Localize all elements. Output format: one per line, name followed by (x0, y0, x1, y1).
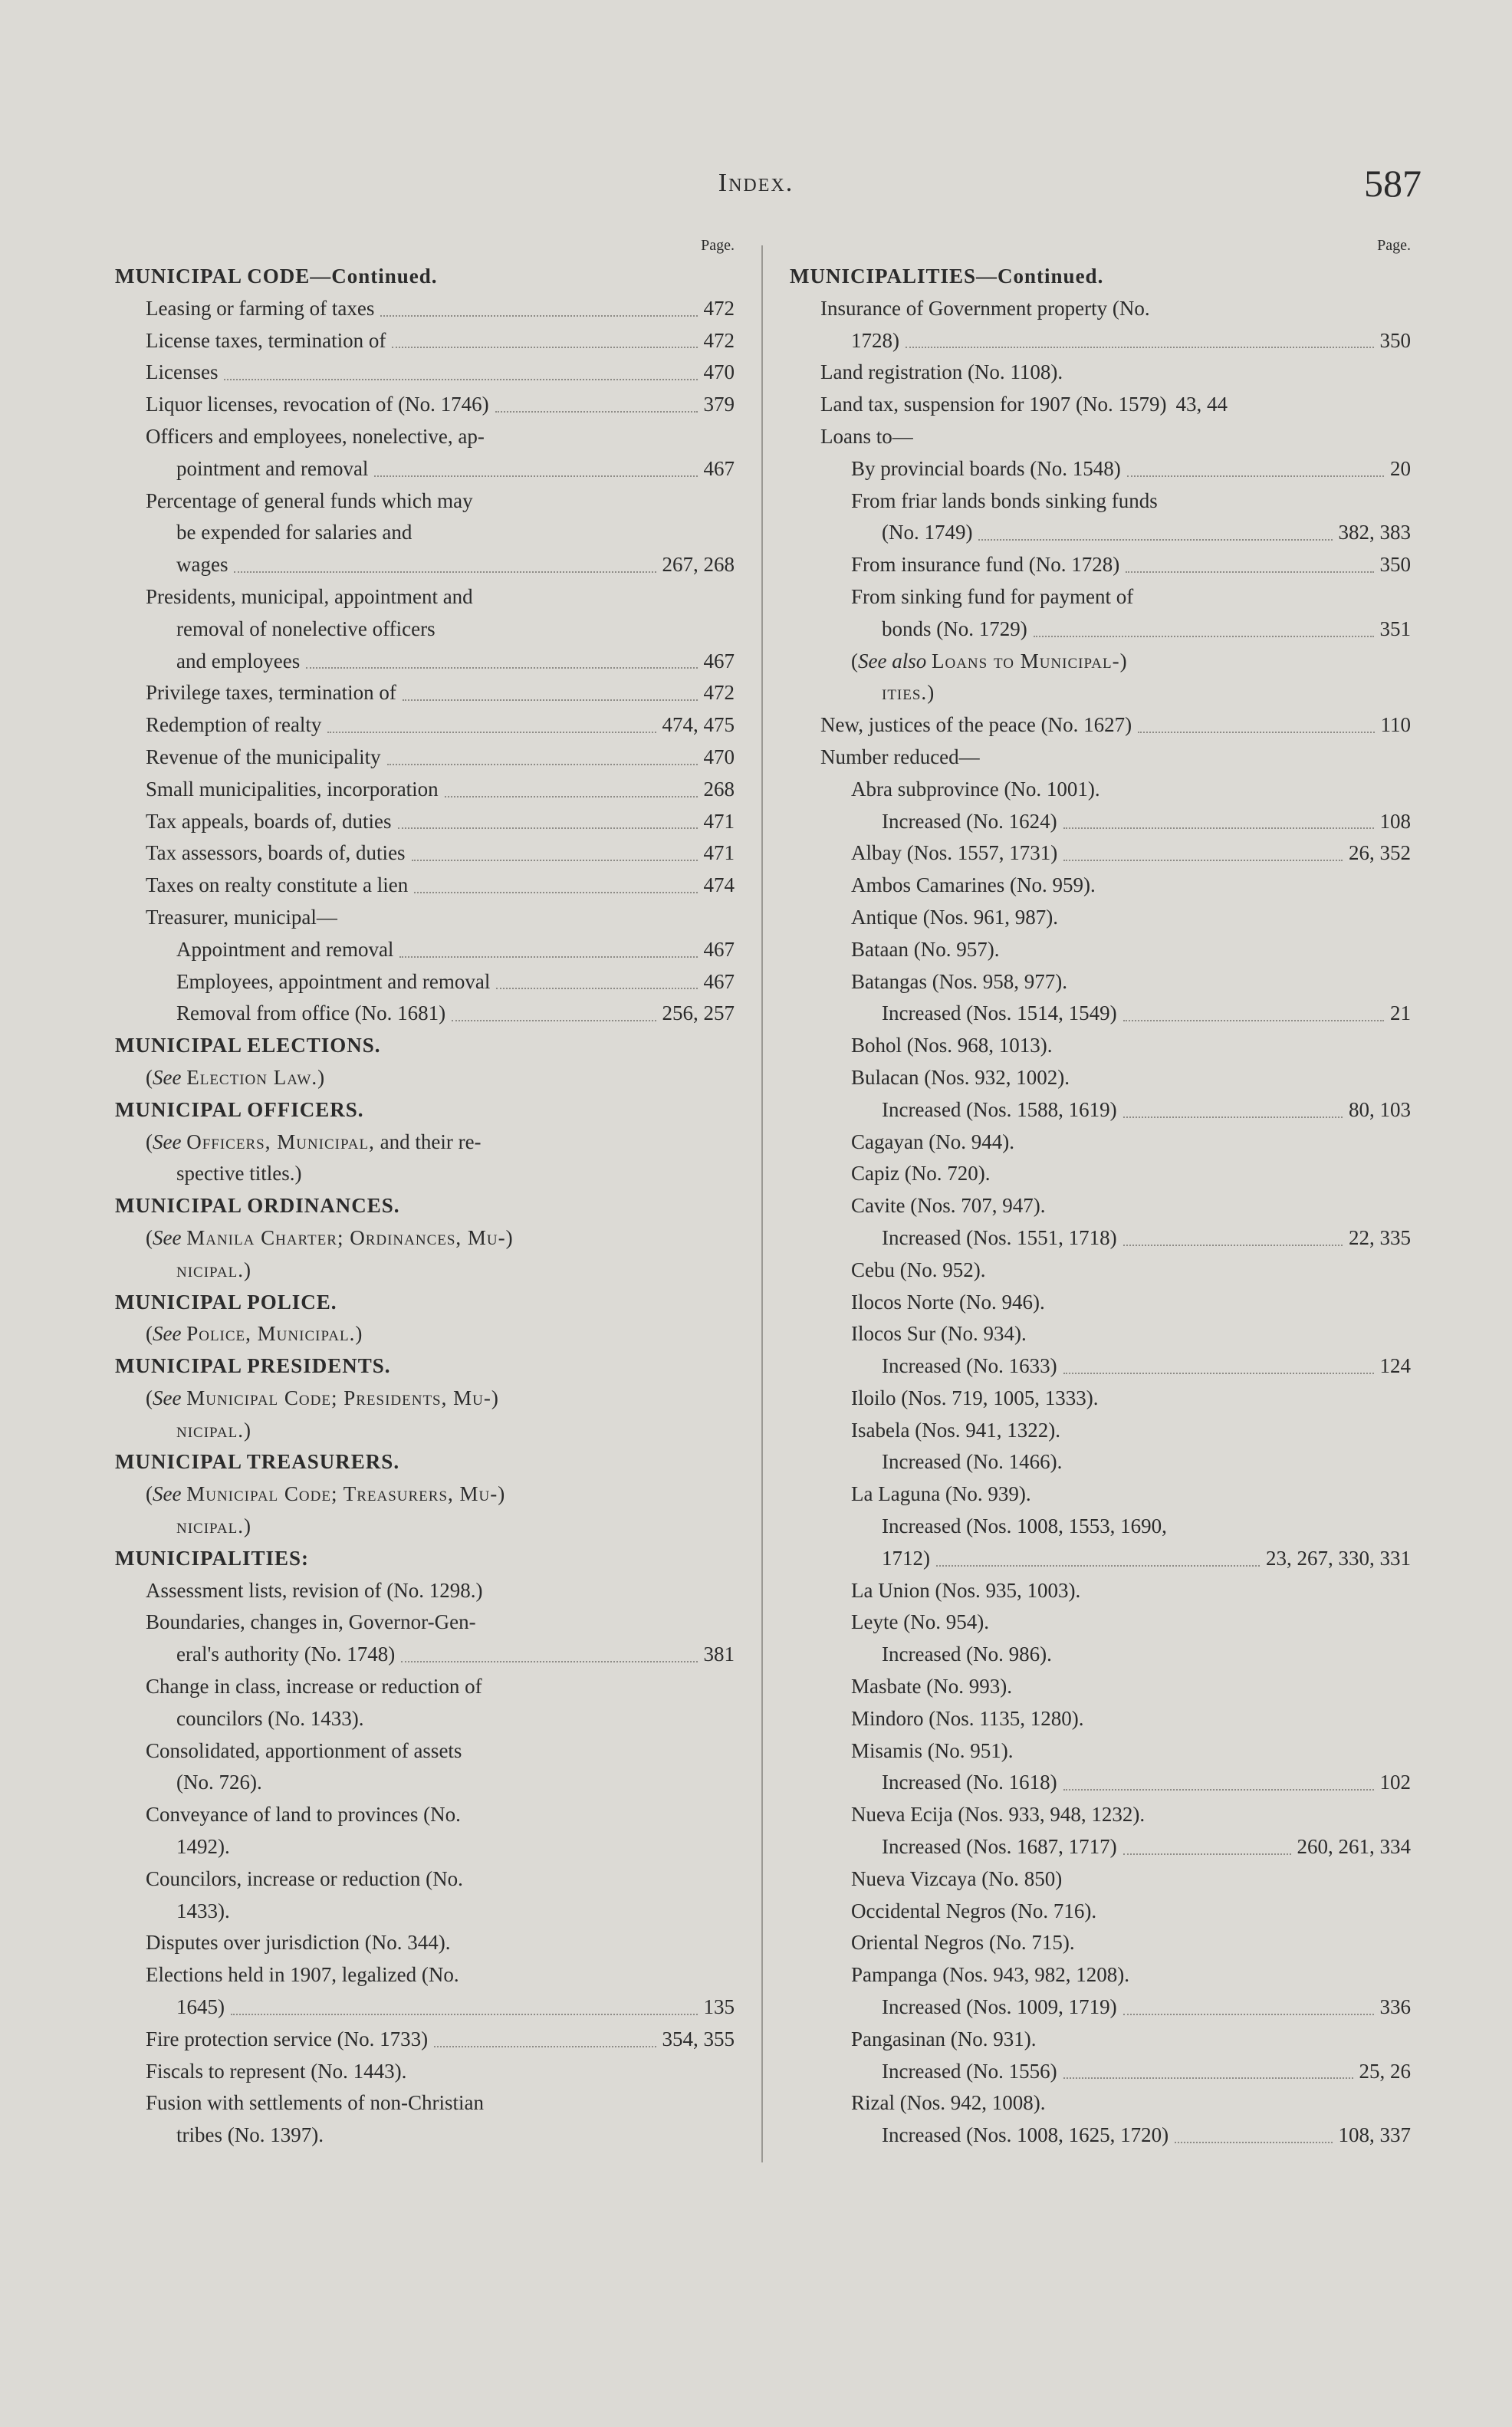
page-ref: 472 (703, 328, 735, 352)
index-entry (790, 709, 1411, 742)
entry-text: Increased (Nos. 1514, 1549) (882, 1001, 1117, 1025)
index-entry (790, 389, 1411, 421)
right-column (790, 230, 1411, 2152)
page-ref: 22, 335 (1349, 1225, 1411, 1249)
dot-leader (1123, 2014, 1374, 2015)
reference-target: nicipal. (176, 1418, 244, 1442)
reference-target: Election Law. (186, 1065, 318, 1089)
cross-reference: (See Officers, Municipal, and their re- (146, 1130, 482, 1153)
cross-reference: ities.) (882, 681, 935, 705)
entry-line: Fusion with settlements of non-Christian (146, 2091, 484, 2115)
page-ref: 467 (703, 456, 735, 480)
entry-line: Number reduced— (820, 745, 980, 768)
dot-leader (452, 1020, 656, 1021)
entry-text: wages (176, 553, 228, 577)
index-entry (790, 1350, 1411, 1383)
entry-line: Pangasinan (No. 931). (851, 2027, 1037, 2050)
see-label: See also (858, 649, 927, 673)
entry-line: Capiz (No. 720). (851, 1162, 991, 1186)
entry-line: Nueva Ecija (Nos. 933, 948, 1232). (851, 1803, 1146, 1827)
running-title: Index. (718, 169, 794, 197)
right-entries (790, 261, 1411, 2152)
entry-text: Increased (Nos. 1551, 1718) (882, 1225, 1117, 1249)
entry-text: pointment and removal (176, 456, 369, 480)
cross-reference: (See Police, Municipal.) (146, 1322, 363, 1346)
entry-text: Increased (No. 1624) (882, 809, 1057, 833)
entry-text: Appointment and removal (176, 937, 394, 961)
entry-line: spective titles.) (176, 1162, 302, 1186)
entry-line: Disputes over jurisdiction (No. 344). (146, 1931, 451, 1955)
entry-line: Isabela (Nos. 941, 1322). (851, 1418, 1060, 1442)
page-ref: 467 (703, 969, 735, 993)
dot-leader (224, 379, 697, 380)
page-ref: 471 (703, 841, 735, 865)
entry-line: Bohol (Nos. 968, 1013). (851, 1034, 1053, 1057)
reference-target: nicipal. (176, 1258, 244, 1281)
cross-reference: nicipal.) (176, 1418, 251, 1442)
cross-reference: nicipal.) (176, 1258, 251, 1281)
page-ref: 354, 355 (662, 2027, 735, 2050)
index-entry (115, 549, 735, 581)
entry-line: Boundaries, changes in, Governor-Gen- (146, 1610, 476, 1634)
entry-text: eral's authority (No. 1748) (176, 1643, 396, 1666)
dot-leader (387, 764, 698, 765)
entry-line: From sinking fund for payment of (851, 584, 1134, 608)
entry-line: Increased (Nos. 1008, 1553, 1690, (882, 1514, 1167, 1538)
entry-text: 1712) (882, 1546, 930, 1570)
entry-line: Pampanga (Nos. 943, 982, 1208). (851, 1963, 1129, 1987)
entry-text: Taxes on realty constitute a lien (146, 873, 409, 897)
entry-line: Presidents, municipal, appointment and (146, 584, 473, 608)
left-entries (115, 261, 735, 2152)
entry-text: Licenses (146, 360, 219, 384)
entry-text: Increased (Nos. 1588, 1619) (882, 1097, 1117, 1121)
dot-leader (401, 1661, 697, 1662)
index-entry (790, 453, 1411, 485)
entry-line: Cavite (Nos. 707, 947). (851, 1194, 1046, 1218)
dot-leader (374, 475, 697, 477)
dot-leader (1123, 1116, 1343, 1118)
entry-text: License taxes, termination of (146, 328, 386, 352)
index-entry (115, 389, 735, 421)
index-entry (790, 998, 1411, 1030)
index-entry (115, 709, 735, 742)
dot-leader (1126, 571, 1373, 573)
cross-reference: (See Election Law.) (146, 1065, 325, 1089)
entry-line: Iloilo (Nos. 719, 1005, 1333). (851, 1386, 1099, 1409)
entry-line: Assessment lists, revision of (No. 1298.) (146, 1578, 483, 1602)
entry-line: Antique (Nos. 961, 987). (851, 905, 1058, 929)
entry-line: Ilocos Sur (No. 934). (851, 1322, 1027, 1346)
dot-leader (1175, 2142, 1332, 2143)
index-entry (790, 1094, 1411, 1126)
entry-text: Tax appeals, boards of, duties (146, 809, 392, 833)
entry-line: Officers and employees, nonelective, ap- (146, 424, 485, 448)
section-heading: MUNICIPALITIES—Continued. (790, 265, 1104, 288)
entry-line: From friar lands bonds sinking funds (851, 488, 1158, 512)
page-ref: 80, 103 (1349, 1097, 1411, 1121)
entry-line: Cagayan (No. 944). (851, 1130, 1014, 1153)
entry-text: Leasing or farming of taxes (146, 296, 375, 320)
page-ref: 102 (1379, 1771, 1411, 1794)
cross-reference: (See Municipal Code; Treasurers, Mu-) (146, 1482, 505, 1506)
entry-text: Increased (Nos. 1687, 1717) (882, 1835, 1117, 1859)
index-entry (790, 806, 1411, 838)
entry-line: Change in class, increase or reduction of (146, 1675, 482, 1699)
page-ref: 350 (1379, 553, 1411, 577)
entry-line: Nueva Vizcaya (No. 850) (851, 1866, 1063, 1890)
entry-text: Privilege taxes, termination of (146, 681, 396, 705)
entry-line: be expended for salaries and (176, 521, 413, 544)
cross-reference: nicipal.) (176, 1514, 251, 1538)
entry-line: Occidental Negros (No. 716). (851, 1899, 1097, 1922)
cross-reference: (See Manila Charter; Ordinances, Mu-) (146, 1225, 513, 1249)
entry-text: Land tax, suspension for 1907 (No. 1579) (820, 393, 1167, 416)
page-ref: 135 (703, 1995, 735, 2019)
entry-line: Elections held in 1907, legalized (No. (146, 1963, 459, 1987)
index-entry (115, 1639, 735, 1671)
reference-target: Officers, Municipal, (186, 1130, 375, 1153)
entry-text: From insurance fund (No. 1728) (851, 553, 1120, 577)
page-ref: 474, 475 (662, 713, 735, 737)
dot-leader (403, 699, 698, 701)
index-entry (115, 1991, 735, 2024)
section-heading: MUNICIPAL OFFICERS. (115, 1097, 364, 1121)
dot-leader (392, 347, 697, 348)
dot-leader (978, 539, 1332, 541)
reference-target: Police, Municipal. (186, 1322, 356, 1346)
entry-text: (No. 1749) (882, 521, 973, 544)
entry-line: Loans to— (820, 424, 913, 448)
page-number: 587 (1364, 162, 1422, 205)
index-entry (790, 1767, 1411, 1799)
page-ref: 260, 261, 334 (1297, 1835, 1411, 1859)
page-ref: 26, 352 (1349, 841, 1411, 865)
entry-line: Fiscals to represent (No. 1443). (146, 2059, 407, 2083)
dot-leader (1063, 1789, 1374, 1791)
see-label: See (153, 1322, 182, 1346)
dot-leader (412, 860, 698, 861)
page-ref: 108 (1379, 809, 1411, 833)
dot-leader (327, 732, 656, 733)
dot-leader (1063, 827, 1374, 829)
entry-line: La Union (Nos. 935, 1003). (851, 1578, 1081, 1602)
entry-line: Bulacan (Nos. 932, 1002). (851, 1065, 1070, 1089)
dot-leader (1034, 636, 1374, 637)
entry-line: Masbate (No. 993). (851, 1675, 1012, 1699)
dot-leader (231, 2014, 698, 2015)
entry-line: Increased (No. 986). (882, 1643, 1052, 1666)
entry-line: Rizal (Nos. 942, 1008). (851, 2091, 1046, 2115)
page-ref: 470 (703, 360, 735, 384)
page-ref: 267, 268 (662, 553, 735, 577)
page-ref: 25, 26 (1359, 2059, 1411, 2083)
dot-leader (306, 667, 697, 669)
index-entry (790, 325, 1411, 357)
section-heading: MUNICIPAL CODE—Continued. (115, 265, 438, 288)
page-ref: 350 (1379, 328, 1411, 352)
index-entry (115, 837, 735, 870)
section-heading: MUNICIPAL ELECTIONS. (115, 1034, 381, 1057)
entry-line: 1492). (176, 1835, 230, 1859)
dot-leader (1138, 732, 1374, 733)
entry-text: Increased (No. 1633) (882, 1354, 1057, 1378)
dot-leader (445, 796, 698, 797)
page-ref: 110 (1380, 713, 1411, 737)
dot-leader (380, 315, 697, 317)
entry-text: bonds (No. 1729) (882, 617, 1027, 640)
dot-leader (495, 411, 698, 413)
dot-leader (1063, 1373, 1374, 1374)
index-entry (115, 293, 735, 325)
entry-text: Small municipalities, incorporation (146, 777, 439, 801)
entry-text: and employees (176, 649, 301, 673)
dot-leader (399, 956, 697, 958)
index-entry (115, 325, 735, 357)
dot-leader (1123, 1853, 1291, 1855)
page-ref: 336 (1379, 1995, 1411, 2019)
cross-reference: (See also Loans to Municipal-) (851, 649, 1127, 673)
reference-target: Municipal Code; Treasurers, Mu- (186, 1482, 498, 1506)
dot-leader (1123, 1245, 1343, 1246)
page-ref: 268 (703, 777, 735, 801)
right-page-label: Page. (1377, 237, 1411, 254)
entry-line: Percentage of general funds which may (146, 488, 473, 512)
left-column (115, 230, 735, 2152)
dot-leader (1127, 475, 1384, 477)
section-heading: MUNICIPAL PRESIDENTS. (115, 1354, 391, 1378)
page-ref: 43, 44 (1175, 393, 1228, 416)
index-entry (115, 966, 735, 998)
entry-text: By provincial boards (No. 1548) (851, 456, 1121, 480)
page-ref: 21 (1390, 1001, 1411, 1025)
entry-text: New, justices of the peace (No. 1627) (820, 713, 1132, 737)
see-label: See (153, 1482, 182, 1506)
index-entry (115, 774, 735, 806)
index-entry (115, 2024, 735, 2056)
cross-reference: (See Municipal Code; Presidents, Mu-) (146, 1386, 498, 1409)
see-label: See (153, 1065, 182, 1089)
index-entry (115, 998, 735, 1030)
dot-leader (434, 2046, 656, 2047)
index-entry (790, 517, 1411, 549)
index-entry (790, 837, 1411, 870)
page-ref: 467 (703, 937, 735, 961)
entry-text: Removal from office (No. 1681) (176, 1001, 446, 1025)
reference-target: nicipal. (176, 1514, 244, 1538)
dot-leader (936, 1565, 1260, 1567)
entry-line: Increased (No. 1466). (882, 1450, 1063, 1474)
page-ref: 23, 267, 330, 331 (1266, 1546, 1411, 1570)
entry-text: Redemption of realty (146, 713, 322, 737)
entry-text: 1645) (176, 1995, 225, 2019)
section-heading: MUNICIPALITIES: (115, 1546, 310, 1570)
entry-line: Leyte (No. 954). (851, 1610, 989, 1634)
entry-text: Increased (Nos. 1008, 1625, 1720) (882, 2123, 1169, 2147)
index-entry (115, 806, 735, 838)
entry-line: Mindoro (Nos. 1135, 1280). (851, 1706, 1084, 1730)
index-entry (115, 677, 735, 709)
entry-line: Cebu (No. 952). (851, 1258, 986, 1281)
column-divider (761, 245, 763, 2162)
page-ref: 256, 257 (662, 1001, 735, 1025)
dot-leader (1063, 2077, 1353, 2079)
section-heading: MUNICIPAL ORDINANCES. (115, 1194, 400, 1218)
entry-line: Abra subprovince (No. 1001). (851, 777, 1100, 801)
entry-line: Ilocos Norte (No. 946). (851, 1290, 1045, 1314)
page-ref: 20 (1390, 456, 1411, 480)
index-entry (790, 1543, 1411, 1575)
see-label: See (153, 1130, 182, 1153)
entry-line: Bataan (No. 957). (851, 937, 1000, 961)
index-entry (115, 934, 735, 966)
dot-leader (234, 571, 656, 573)
index-entry (790, 2120, 1411, 2152)
page-ref: 472 (703, 681, 735, 705)
entry-line: Councilors, increase or reduction (No. (146, 1866, 463, 1890)
entry-text: Liquor licenses, revocation of (No. 1746) (146, 393, 489, 416)
dot-leader (1063, 860, 1343, 861)
entry-text: 1728) (851, 328, 899, 352)
dot-leader (906, 347, 1374, 348)
page-header (0, 161, 1512, 222)
entry-line: removal of nonelective officers (176, 617, 436, 640)
entry-line: Batangas (Nos. 958, 977). (851, 969, 1067, 993)
page-ref: 471 (703, 809, 735, 833)
entry-line: tribes (No. 1397). (176, 2123, 324, 2147)
index-entry (790, 613, 1411, 646)
entry-line: Treasurer, municipal— (146, 905, 337, 929)
entry-text: Albay (Nos. 1557, 1731) (851, 841, 1058, 865)
page-ref: 467 (703, 649, 735, 673)
dot-leader (496, 988, 697, 989)
page-ref: 470 (703, 745, 735, 768)
entry-line: La Laguna (No. 939). (851, 1482, 1031, 1506)
index-entry (790, 549, 1411, 581)
reference-target: Loans to Municipal- (931, 649, 1120, 673)
entry-text: Tax assessors, boards of, duties (146, 841, 406, 865)
section-heading: MUNICIPAL POLICE. (115, 1290, 337, 1314)
page-ref: 472 (703, 296, 735, 320)
index-entry (115, 646, 735, 678)
page-ref: 474 (703, 873, 735, 897)
index-entry (790, 1991, 1411, 2024)
page-ref: 108, 337 (1338, 2123, 1411, 2147)
page-ref: 382, 383 (1338, 521, 1411, 544)
index-entry (115, 357, 735, 389)
entry-line: Consolidated, apportionment of assets (146, 1738, 462, 1762)
reference-target: ities. (882, 681, 928, 705)
reference-target: Manila Charter; Ordinances, Mu- (186, 1225, 506, 1249)
index-entry (115, 453, 735, 485)
entry-text: Employees, appointment and removal (176, 969, 491, 993)
left-page-label: Page. (701, 237, 735, 254)
reference-tail: and their re- (380, 1130, 482, 1153)
entry-text: Increased (Nos. 1009, 1719) (882, 1995, 1117, 2019)
reference-target: Municipal Code; Presidents, Mu- (186, 1386, 491, 1409)
see-label: See (153, 1225, 182, 1249)
index-entry (115, 742, 735, 774)
entry-text: Increased (No. 1618) (882, 1771, 1057, 1794)
index-entry (790, 2056, 1411, 2088)
entry-line: councilors (No. 1433). (176, 1706, 364, 1730)
entry-line: 1433). (176, 1899, 230, 1922)
index-entry (115, 870, 735, 902)
page-ref: 379 (703, 393, 735, 416)
entry-line: Ambos Camarines (No. 959). (851, 873, 1096, 897)
see-label: See (153, 1386, 182, 1409)
dot-leader (398, 827, 698, 829)
index-entry (790, 1831, 1411, 1863)
index-entry (790, 1222, 1411, 1255)
entry-text: Increased (No. 1556) (882, 2059, 1057, 2083)
page-ref: 351 (1379, 617, 1411, 640)
entry-text: Revenue of the municipality (146, 745, 381, 768)
entry-line: Misamis (No. 951). (851, 1738, 1014, 1762)
page-ref: 381 (703, 1643, 735, 1666)
page-ref: 124 (1379, 1354, 1411, 1378)
entry-line: Oriental Negros (No. 715). (851, 1931, 1075, 1955)
entry-text: Fire protection service (No. 1733) (146, 2027, 429, 2050)
entry-line: (No. 726). (176, 1771, 262, 1794)
dot-leader (1123, 1020, 1384, 1021)
entry-line: Conveyance of land to provinces (No. (146, 1803, 461, 1827)
entry-line: Land registration (No. 1108). (820, 360, 1063, 384)
dot-leader (414, 892, 697, 893)
entry-line: Insurance of Government property (No. (820, 296, 1150, 320)
section-heading: MUNICIPAL TREASURERS. (115, 1450, 400, 1474)
